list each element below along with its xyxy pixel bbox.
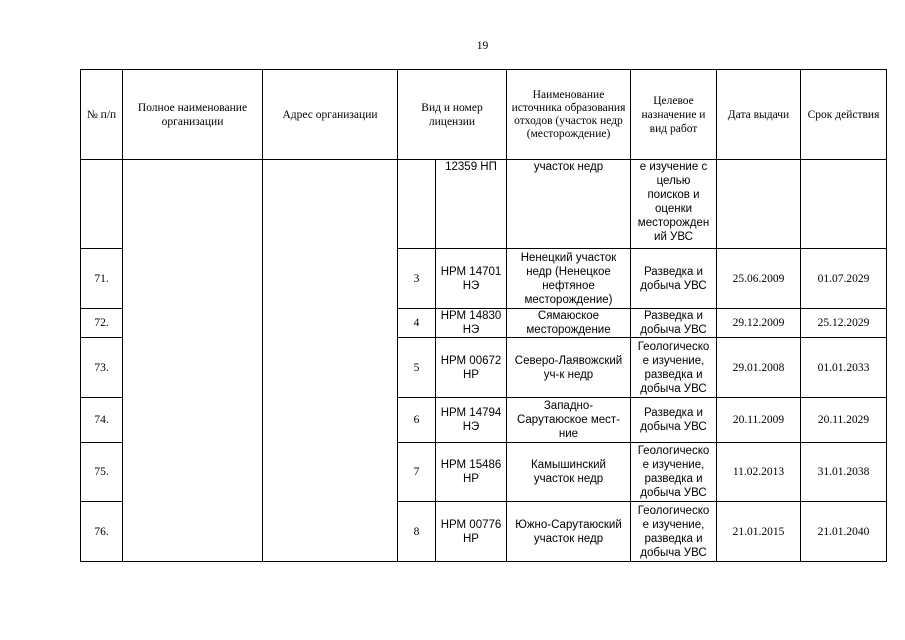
cell-validity: 31.01.2038 (801, 443, 887, 502)
cell-license: НРМ 15486 НР (436, 443, 507, 502)
header-org-name: Полное наименование организации (123, 70, 263, 160)
cell-num: 71. (81, 249, 123, 309)
cell-idx (398, 160, 436, 249)
cell-validity: 25.12.2029 (801, 309, 887, 338)
cell-license: НРМ 00776 НР (436, 502, 507, 562)
cell-num: 72. (81, 309, 123, 338)
cell-org-name (123, 160, 263, 562)
cell-validity: 01.01.2033 (801, 338, 887, 398)
cell-issue-date: 29.12.2009 (717, 309, 801, 338)
cell-license: НРМ 14830 НЭ (436, 309, 507, 338)
cell-purpose: Разведка и добыча УВС (631, 398, 717, 443)
cell-source: участок недр (507, 160, 631, 249)
cell-license: НРМ 14701 НЭ (436, 249, 507, 309)
cell-idx: 8 (398, 502, 436, 562)
cell-issue-date: 20.11.2009 (717, 398, 801, 443)
cell-purpose: Геологическо е изучение, разведка и добыча УВС (631, 338, 717, 398)
cell-purpose: Геологическо е изучение, разведка и добыча УВС (631, 502, 717, 562)
cell-issue-date: 21.01.2015 (717, 502, 801, 562)
header-address: Адрес организации (263, 70, 398, 160)
header-purpose: Целевое назначение и вид работ (631, 70, 717, 160)
cell-source: Камышинский участок недр (507, 443, 631, 502)
cell-num (81, 160, 123, 249)
cell-validity: 21.01.2040 (801, 502, 887, 562)
header-source: Наименование источника образования отходов (участок недр (месторождение) (507, 70, 631, 160)
cell-purpose: Разведка и добыча УВС (631, 309, 717, 338)
license-registry-table (80, 69, 887, 562)
cell-issue-date: 25.06.2009 (717, 249, 801, 309)
cell-source: Ненецкий участок недр (Ненецкое нефтяное месторождение) (507, 249, 631, 309)
cell-num: 75. (81, 443, 123, 502)
header-license: Вид и номер лицензии (398, 70, 507, 160)
cell-validity (801, 160, 887, 249)
header-num: № п/п (81, 70, 123, 160)
cell-source: Южно-Сарутаюский участок недр (507, 502, 631, 562)
cell-num: 76. (81, 502, 123, 562)
header-issue-date: Дата выдачи (717, 70, 801, 160)
cell-purpose: Геологическо е изучение, разведка и добыча УВС (631, 443, 717, 502)
cell-source: Северо-Лаявожский уч-к недр (507, 338, 631, 398)
table-row-continued (81, 160, 887, 249)
cell-address (263, 160, 398, 562)
cell-source: Сямаюское месторождение (507, 309, 631, 338)
table-header-row (81, 70, 887, 160)
cell-validity: 01.07.2029 (801, 249, 887, 309)
page-number: 19 (476, 40, 489, 52)
cell-purpose: Разведка и добыча УВС (631, 249, 717, 309)
cell-issue-date: 11.02.2013 (717, 443, 801, 502)
cell-num: 73. (81, 338, 123, 398)
header-validity: Срок действия (801, 70, 887, 160)
cell-license: 12359 НП (436, 160, 507, 249)
cell-license: НРМ 00672 НР (436, 338, 507, 398)
cell-purpose: е изучение с целью поисков и оценки месторожден ий УВС (631, 160, 717, 249)
cell-issue-date: 29.01.2008 (717, 338, 801, 398)
cell-license: НРМ 14794 НЭ (436, 398, 507, 443)
cell-issue-date (717, 160, 801, 249)
cell-validity: 20.11.2029 (801, 398, 887, 443)
cell-num: 74. (81, 398, 123, 443)
cell-idx: 4 (398, 309, 436, 338)
cell-idx: 3 (398, 249, 436, 309)
cell-idx: 6 (398, 398, 436, 443)
cell-idx: 5 (398, 338, 436, 398)
cell-source: Западно-Сарутаюское мест-ние (507, 398, 631, 443)
cell-idx: 7 (398, 443, 436, 502)
